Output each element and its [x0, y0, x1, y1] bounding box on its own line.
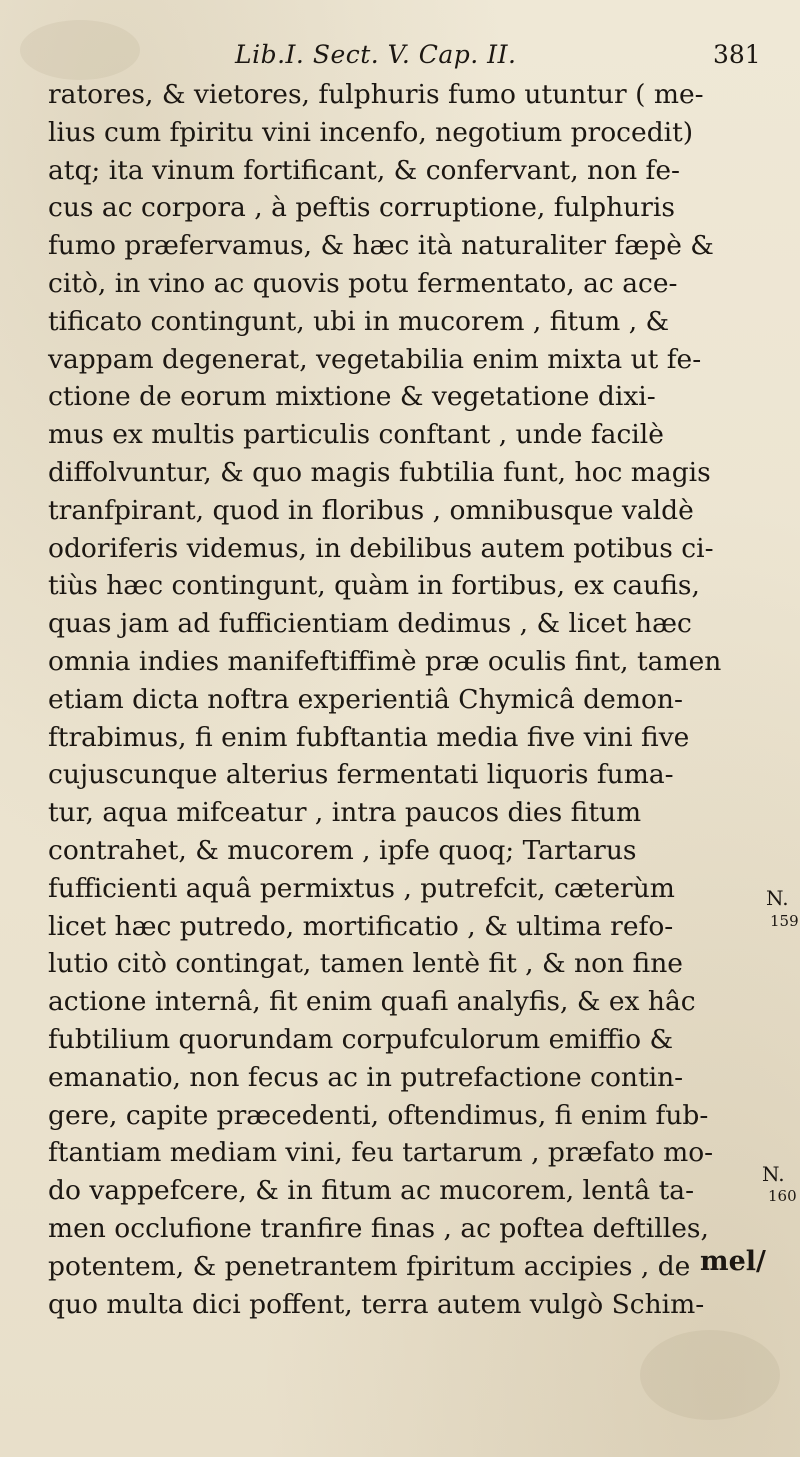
text-line: diffolvuntur, & quo magis fubtilia funt, hoc magis: [48, 456, 711, 488]
text-line: men occlufione tranfire finas , ac poftea deftilles,: [48, 1212, 709, 1244]
text-line: tur, aqua mifceatur , intra paucos dies fitum: [48, 797, 642, 829]
text-line: cus ac corpora , à peftis corruptione, fulphuris: [48, 192, 675, 224]
text-line: citò, in vino ac quovis potu fermentato, ac ace-: [48, 267, 678, 299]
text-line: do vappefcere, & in fitum ac mucorem, lentâ ta-: [48, 1175, 695, 1207]
text-line: etiam dicta noftra experientiâ Chymicâ demon-: [48, 683, 683, 715]
margin-note-number: 160: [768, 1187, 797, 1205]
text-line: fumo præfervamus, & hæc ità naturaliter fæpè &: [48, 230, 714, 262]
text-line: gere, capite præcedenti, oftendimus, fi enim fub-: [48, 1099, 709, 1131]
text-line: lius cum fpiritu vini incenfo, negotium procedit): [48, 116, 694, 148]
text-line: emanatio, non fecus ac in putrefactione contin-: [48, 1061, 684, 1093]
text-line: potentem, & penetrantem fpiritum accipies , de: [48, 1250, 691, 1282]
text-line: tiùs hæc contingunt, quàm in fortibus, ex caufis,: [48, 570, 700, 602]
paper-stain: [640, 1330, 780, 1420]
text-line: vappam degenerat, vegetabilia enim mixta ut fe-: [48, 343, 702, 375]
margin-note-label: N.: [766, 886, 789, 910]
text-line: ctione de eorum mixtione & vegetatione dixi-: [48, 381, 656, 413]
paper-stain: [20, 20, 140, 80]
text-line: fufficienti aquâ permixtus , putrefcit, cæterùm: [48, 872, 675, 904]
text-line: fubtilium quorundam corpufculorum emiffio &: [48, 1023, 674, 1055]
text-line: ftantiam mediam vini, feu tartarum , præfato mo-: [48, 1137, 714, 1169]
margin-note-label: N.: [762, 1162, 785, 1186]
text-line: contrahet, & mucorem , ipfe quoq; Tartarus: [48, 834, 637, 866]
text-line: actione internâ, fit enim quafi analyfis, & ex hâc: [48, 986, 696, 1018]
text-line: tificato contingunt, ubi in mucorem , fitum , &: [48, 305, 670, 337]
page-number: 381: [713, 40, 761, 69]
catchword: mel/: [700, 1246, 766, 1277]
text-line: quo multa dici poffent, terra autem vulgò Schim-: [48, 1288, 705, 1320]
text-line: cujuscunque alterius fermentati liquoris fuma-: [48, 759, 674, 791]
text-line: quas jam ad fufficientiam dedimus , & licet hæc: [48, 608, 692, 640]
text-line: ftrabimus, fi enim fubftantia media five vini five: [48, 721, 690, 753]
running-head: Lib.I. Sect. V. Cap. II.: [235, 40, 517, 69]
body-text: [48, 76, 768, 1323]
text-line: lutio citò contingat, tamen lentè fit , & non fine: [48, 948, 683, 980]
text-line: ratores, & vietores, fulphuris fumo utuntur ( me-: [48, 79, 704, 110]
text-line: odoriferis videmus, in debilibus autem potibus ci-: [48, 532, 714, 564]
margin-note-number: 159: [770, 912, 799, 930]
text-line: mus ex multis particulis conftant , unde facilè: [48, 419, 664, 451]
text-line: tranfpirant, quod in floribus , omnibusque valdè: [48, 494, 694, 526]
text-line: omnia indies manifeftiffimè præ oculis fint, tamen: [48, 645, 722, 677]
text-line: atq; ita vinum fortificant, & confervant, non fe-: [48, 154, 681, 186]
text-line: licet hæc putredo, mortificatio , & ultima refo-: [48, 910, 674, 942]
